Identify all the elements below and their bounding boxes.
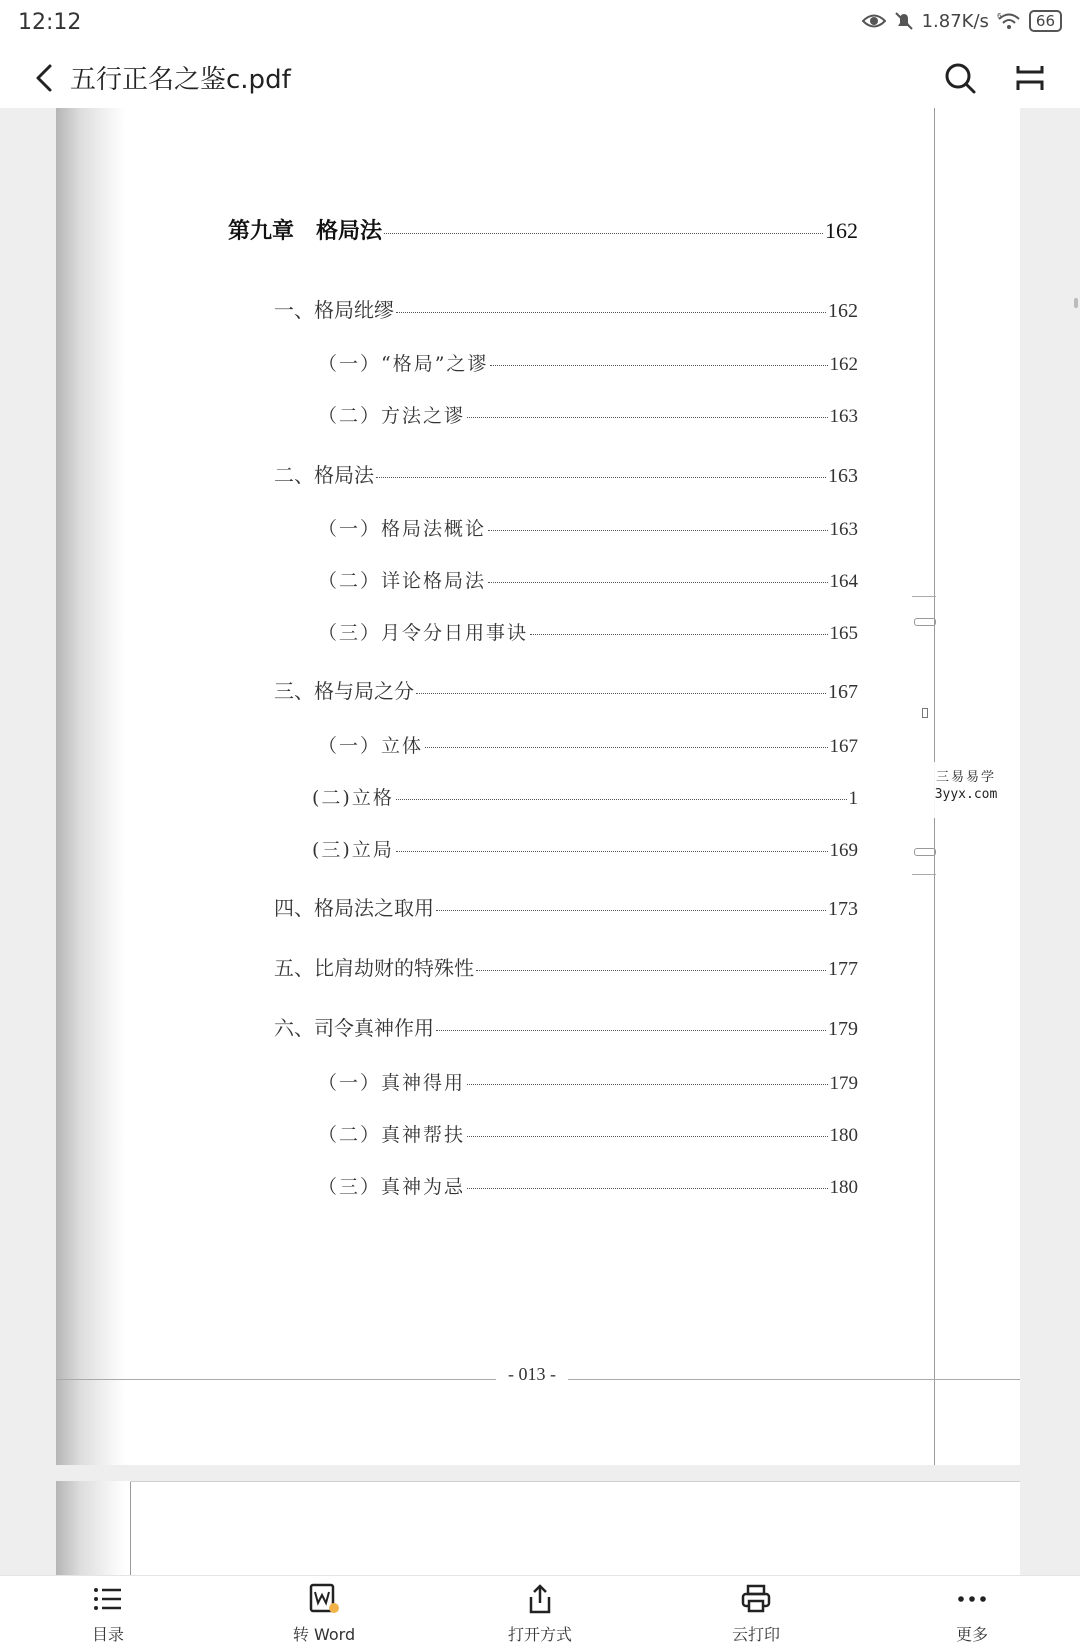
toc-entry-page: 163 — [829, 519, 858, 540]
toc-entry-page: 179 — [828, 1018, 858, 1040]
toc-entry — [274, 892, 858, 921]
toc-entry-page: 177 — [828, 958, 858, 980]
wifi-badge: 6 — [996, 12, 1002, 20]
toc-entry-label: 六、司令真神作用 — [274, 1016, 434, 1040]
cloud-print-label: 云打印 — [731, 1625, 780, 1644]
toc-entry-label: （二）真神帮扶 — [318, 1124, 466, 1146]
toc-leader — [530, 634, 827, 635]
toc-entry — [318, 731, 858, 758]
fullscreen-icon — [1010, 58, 1050, 98]
page-gutter-shadow — [56, 1481, 126, 1581]
more-dots-icon — [955, 1582, 989, 1616]
toc-leader — [396, 799, 847, 800]
margin-mark — [914, 848, 936, 856]
search-icon — [940, 58, 980, 98]
status-bar — [0, 0, 1080, 46]
toc-entry — [318, 618, 858, 645]
toc-leader — [396, 851, 828, 852]
watermark-line1: 三易易学 — [935, 770, 996, 785]
printer-icon — [739, 1582, 773, 1616]
document-title: 五行正名之鉴c.pdf — [70, 65, 291, 95]
toc-entry-label: （三）真神为忌 — [318, 1176, 466, 1198]
more-label: 更多 — [955, 1625, 988, 1644]
toc-entry-label: (二)立格 — [312, 787, 394, 809]
pdf-page — [56, 108, 1020, 1465]
toc-entry — [318, 1068, 858, 1095]
search-button[interactable] — [940, 58, 980, 98]
toc-button-label: 目录 — [91, 1625, 124, 1644]
open-with-button[interactable] — [432, 1576, 648, 1650]
toc-entry-label: (三)立局 — [312, 839, 394, 861]
more-button[interactable] — [864, 1576, 1080, 1650]
toc-leader — [425, 747, 827, 748]
toc-entry-label: （三）月令分日用事诀 — [318, 622, 529, 644]
toc-entry-page: 173 — [828, 898, 858, 920]
app-bar — [0, 46, 1080, 108]
share-open-icon — [523, 1582, 557, 1616]
fullscreen-button[interactable] — [1010, 58, 1050, 98]
toc-leader — [476, 970, 826, 971]
bottom-toolbar — [0, 1575, 1080, 1650]
toc-leader — [384, 233, 823, 234]
toc-entry — [312, 835, 858, 862]
wifi-icon — [997, 11, 1021, 31]
toc-chapter — [228, 214, 858, 245]
toc-leader — [467, 1188, 827, 1189]
toc-entry-page: 1 — [848, 788, 858, 809]
status-indicators — [862, 10, 1062, 32]
convert-word-label: 转 Word — [292, 1625, 356, 1644]
margin-rule — [912, 874, 936, 875]
open-with-label: 打开方式 — [507, 1625, 572, 1644]
toc-leader — [467, 417, 827, 418]
back-button[interactable] — [28, 58, 68, 98]
mute-bell-icon — [894, 11, 914, 31]
toc-entry — [318, 1172, 858, 1199]
scrollbar-thumb[interactable] — [1074, 298, 1078, 308]
toc-leader — [376, 477, 826, 478]
toc-entry — [274, 952, 858, 981]
toc-entry-label: 四、格局法之取用 — [274, 896, 434, 920]
toc-entry — [274, 1012, 858, 1041]
chevron-left-icon — [28, 58, 68, 98]
toc-entry-label: （一）“格局”之谬 — [318, 353, 489, 375]
status-time: 12:12 — [18, 10, 82, 35]
toc-entry-page: 162 — [829, 354, 858, 375]
page-top-rule — [130, 1481, 1020, 1482]
page-margin-line — [130, 1481, 131, 1581]
toc-entry-label: （一）立体 — [318, 735, 424, 757]
toc-entry — [274, 675, 858, 704]
footer-rule-right — [568, 1379, 1020, 1380]
toc-entry-page: 163 — [828, 465, 858, 487]
battery-indicator: 66 — [1029, 10, 1062, 32]
toc-entry-page: 179 — [829, 1073, 858, 1094]
word-convert-icon — [307, 1582, 341, 1616]
eye-icon — [862, 12, 886, 30]
toc-leader — [436, 910, 826, 911]
toc-entry-label: 五、比肩劫财的特殊性 — [274, 956, 474, 980]
toc-entry-label: （一）格局法概论 — [318, 518, 487, 540]
toc-entry — [318, 566, 858, 593]
toc-entry-page: 162 — [828, 300, 858, 322]
toc-entry-label: （二）详论格局法 — [318, 570, 487, 592]
footer-rule-left — [56, 1379, 496, 1380]
convert-word-button[interactable] — [216, 1576, 432, 1650]
toc-entry-page: 167 — [828, 681, 858, 703]
toc-entry — [318, 401, 858, 428]
toc-leader — [467, 1084, 827, 1085]
toc-entry — [318, 514, 858, 541]
toc-entry-page: 163 — [829, 406, 858, 427]
toc-leader — [467, 1136, 827, 1137]
toc-entry — [274, 459, 858, 488]
margin-mark — [914, 618, 936, 626]
next-pdf-page — [56, 1481, 1020, 1581]
toc-button[interactable] — [0, 1576, 216, 1650]
toc-entry-label: （二）方法之谬 — [318, 405, 466, 427]
cloud-print-button[interactable] — [648, 1576, 864, 1650]
table-of-contents — [56, 108, 1020, 1348]
toc-entry-label: 一、格局纰缪 — [274, 298, 394, 322]
toc-entry-page: 180 — [829, 1177, 858, 1198]
toc-entry — [312, 783, 858, 810]
toc-entry-label: （一）真神得用 — [318, 1072, 466, 1094]
toc-entry-page: 167 — [829, 736, 858, 757]
page-number: - 013 - — [508, 1364, 556, 1384]
toc-leader — [488, 582, 827, 583]
toc-entry — [318, 1120, 858, 1147]
toc-leader — [436, 1030, 826, 1031]
network-speed: 1.87K/s — [921, 10, 989, 32]
toc-chapter-page: 162 — [825, 218, 858, 243]
watermark — [916, 762, 1016, 818]
toc-leader — [488, 530, 827, 531]
toc-entry-page: 180 — [829, 1125, 858, 1146]
toc-entry — [318, 349, 858, 376]
toc-entry-label: 二、格局法 — [274, 463, 374, 487]
margin-mark — [922, 708, 928, 718]
toc-entry-page: 164 — [829, 571, 858, 592]
pdf-viewer[interactable] — [0, 108, 1080, 1575]
toc-list-icon — [91, 1582, 125, 1616]
toc-leader — [490, 365, 827, 366]
toc-entry-label: 三、格与局之分 — [274, 679, 414, 703]
margin-rule — [912, 596, 936, 597]
toc-chapter-label: 第九章 格局法 — [228, 218, 383, 244]
toc-entry — [274, 294, 858, 323]
toc-leader — [396, 312, 826, 313]
watermark-line2: 3yyx.com — [934, 787, 998, 802]
toc-leader — [416, 693, 826, 694]
toc-entry-page: 169 — [829, 840, 858, 861]
toc-entry-page: 165 — [829, 623, 858, 644]
